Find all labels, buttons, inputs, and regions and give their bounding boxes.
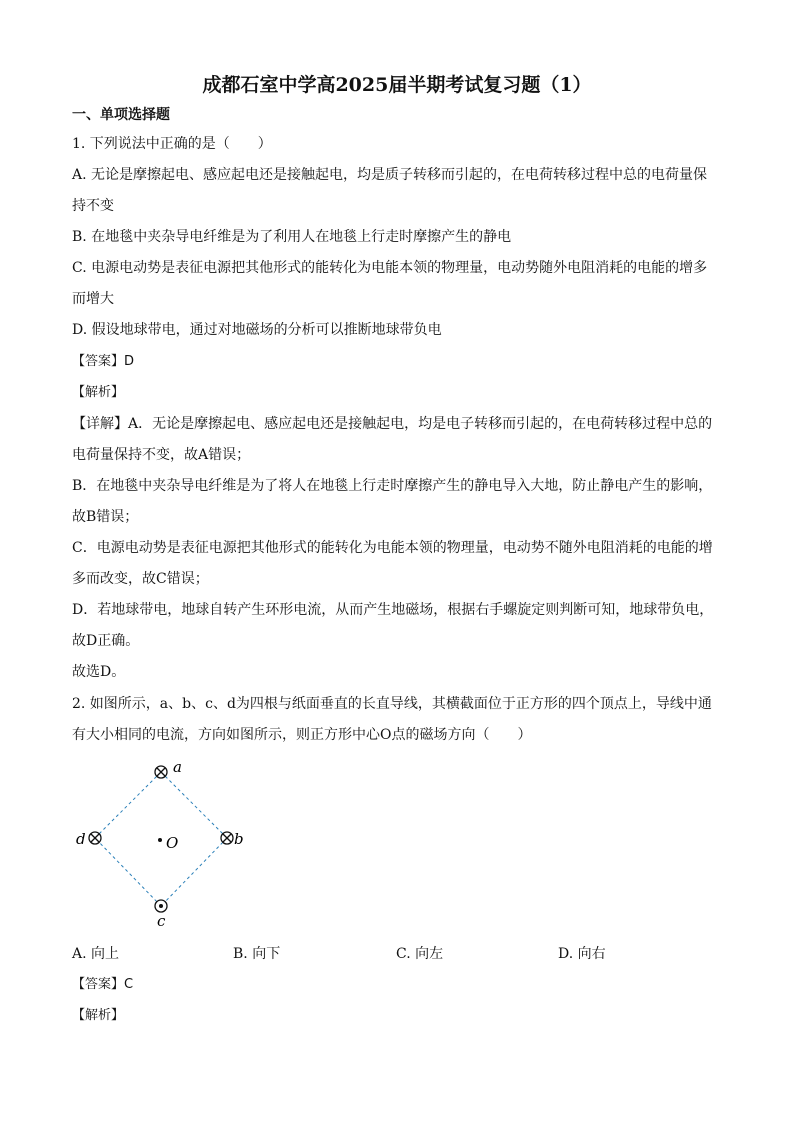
q1-option-c-line1: C. 电源电动势是表征电源把其他形式的能转化为电能本领的物理量，电动势随外电阻消耗的电能的增多: [72, 260, 708, 276]
q1-detail-line1: 【详解】A．无论是摩擦起电、感应起电还是接触起电，均是电子转移而引起的，在电荷转移过程中总的: [72, 416, 713, 432]
label-o: O: [166, 834, 179, 852]
label-c: c: [157, 912, 166, 930]
q1-detail-line2: 电荷量保持不变，故A错误；: [72, 447, 251, 463]
label-b: b: [234, 830, 244, 848]
q1-option-a-line1: A. 无论是摩擦起电、感应起电还是接触起电，均是质子转移而引起的，在电荷转移过程中总的电荷量保: [72, 167, 708, 183]
q1-stem: 1. 下列说法中正确的是（ ）: [72, 136, 272, 152]
q1-detail-line7: D．若地球带电，地球自转产生环形电流，从而产生地磁场，根据右手螺旋定则判断可知，地球带负电，: [72, 602, 714, 618]
q1-analysis-label: 【解析】: [72, 385, 125, 400]
q1-detail-line8: 故D正确。: [72, 633, 140, 649]
section-heading: 一、单项选择题: [72, 107, 170, 123]
wire-c-out-of-page-icon: [155, 900, 167, 912]
wire-b-into-page-icon: [221, 832, 233, 844]
q2-option-a: A. 向上: [72, 946, 120, 962]
q1-detail-line3: B．在地毯中夹杂导电纤维是为了将人在地毯上行走时摩擦产生的静电导入大地，防止静电产生的影响，: [72, 478, 713, 494]
q1-option-a-line2: 持不变: [72, 198, 114, 214]
wire-a-into-page-icon: [155, 766, 167, 778]
q1-detail-line6: 多而改变，故C错误；: [72, 571, 209, 587]
label-d: d: [76, 830, 86, 848]
center-point-o: [158, 838, 162, 842]
page-title: 成都石室中学高2025届半期考试复习题（1）: [202, 74, 592, 96]
q1-detail-line5: C．电源电动势是表征电源把其他形式的能转化为电能本领的物理量，电动势不随外电阻消耗的电能的增: [72, 540, 713, 556]
q2-answer: 【答案】C: [72, 977, 134, 992]
q2-option-d: D. 向右: [558, 946, 606, 962]
q2-option-c: C. 向左: [396, 946, 444, 962]
q1-answer: 【答案】D: [72, 354, 135, 369]
q2-stem-line2: 有大小相同的电流，方向如图所示，则正方形中心O点的磁场方向（ ）: [72, 727, 532, 743]
q2-stem-line1: 2. 如图所示，a、b、c、d为四根与纸面垂直的长直导线，其横截面位于正方形的四个顶点上，导线中通: [72, 696, 712, 712]
q2-analysis-label: 【解析】: [72, 1008, 125, 1023]
wire-square-diagram: [72, 760, 272, 930]
wire-d-into-page-icon: [89, 832, 101, 844]
q1-option-b: B. 在地毯中夹杂导电纤维是为了利用人在地毯上行走时摩擦产生的静电: [72, 229, 512, 245]
q1-option-d: D. 假设地球带电，通过对地磁场的分析可以推断地球带负电: [72, 322, 442, 338]
q1-detail-line4: 故B错误；: [72, 509, 139, 525]
q1-option-c-line2: 而增大: [72, 291, 114, 307]
q2-option-b: B. 向下: [233, 946, 281, 962]
label-a: a: [173, 760, 182, 776]
q1-detail-line9: 故选D。: [72, 664, 126, 680]
